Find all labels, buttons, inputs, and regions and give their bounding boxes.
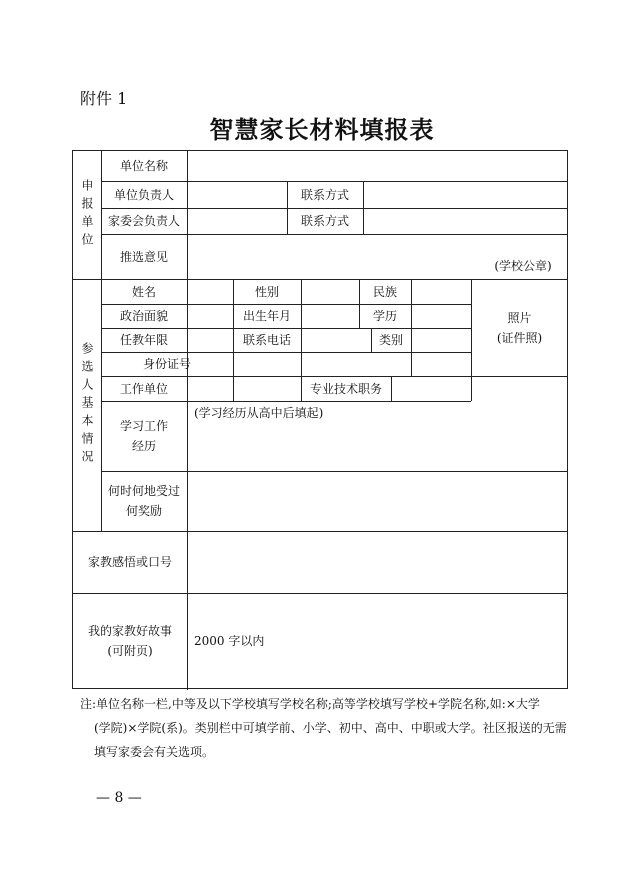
teaching-years-label: 任教年限 <box>119 333 168 347</box>
resume-label: 学习工作 经历 <box>119 419 168 453</box>
unit-name-label: 单位名称 <box>119 159 168 173</box>
work-unit-field[interactable] <box>188 376 301 401</box>
phone-label: 联系电话 <box>242 333 291 347</box>
photo-box[interactable] <box>472 279 567 376</box>
name-field[interactable] <box>188 279 233 304</box>
school-seal-note: (学校公章) <box>494 259 552 273</box>
recommendation-label: 推选意见 <box>119 249 168 264</box>
ethnicity-field[interactable] <box>412 279 471 304</box>
form-note: 注:单位名称一栏,中等及以下学校填写学校名称;高等学校填写学校+学院名称,如:×大学 (学院)×学院(系)。类别栏中可填学前、小学、初中、高中、中职或大学。社区报送的无需 填写家委会有关选项。 <box>80 697 567 759</box>
unit-leader-label: 单位负责人 <box>113 187 174 202</box>
committee-leader-label: 家委会负责人 <box>107 214 180 228</box>
application-form <box>72 150 568 689</box>
birth-field[interactable] <box>302 304 359 328</box>
committee-leader-field[interactable] <box>188 208 287 234</box>
id-card-field[interactable] <box>234 352 471 376</box>
education-field[interactable] <box>412 304 471 328</box>
phone-field[interactable] <box>302 328 371 352</box>
unit-contact-label: 联系方式 <box>300 187 349 202</box>
section-candidate-label: 参选人基本情况 <box>80 342 94 468</box>
awards-field[interactable] <box>188 471 567 531</box>
ethnicity-label: 民族 <box>372 284 397 299</box>
work-unit-label: 工作单位 <box>119 381 168 396</box>
category-label: 类别 <box>378 333 403 347</box>
professional-title-field[interactable] <box>392 376 471 401</box>
awards-label: 何时何地受过 何奖励 <box>107 484 180 518</box>
id-card-label: 身份证号 <box>142 357 191 371</box>
page-number: — 8 — <box>96 790 142 806</box>
photo-label: 照片 <box>507 310 532 325</box>
slogan-label: 家教感悟或口号 <box>87 555 172 569</box>
attachment-label: 附件 1 <box>80 89 128 108</box>
resume-hint: (学习经历从高中后填起) <box>194 406 324 420</box>
resume-field[interactable] <box>188 401 567 471</box>
slogan-field[interactable] <box>188 531 567 593</box>
story-label: 我的家教好故事 (可附页) <box>87 623 172 658</box>
name-label: 姓名 <box>131 284 156 299</box>
unit-contact-field[interactable] <box>364 181 567 208</box>
teaching-years-field[interactable] <box>188 328 233 352</box>
story-hint: 2000 字以内 <box>194 633 265 648</box>
birth-label: 出生年月 <box>242 309 291 323</box>
political-label: 政治面貌 <box>119 309 168 323</box>
photo-note: (证件照) <box>496 330 543 345</box>
education-label: 学历 <box>372 309 397 323</box>
category-field[interactable] <box>412 328 471 352</box>
committee-contact-field[interactable] <box>364 208 567 234</box>
gender-label: 性别 <box>254 284 279 299</box>
political-field[interactable] <box>188 304 233 328</box>
section-applicant-label: 申报单位 <box>80 179 94 251</box>
unit-name-field[interactable] <box>188 151 567 181</box>
page-title: 智慧家长材料填报表 <box>209 115 435 144</box>
professional-title-label: 专业技术职务 <box>309 381 382 396</box>
story-field[interactable] <box>188 593 567 688</box>
unit-leader-field[interactable] <box>188 181 287 208</box>
gender-field[interactable] <box>302 279 359 304</box>
committee-contact-label: 联系方式 <box>300 214 349 228</box>
